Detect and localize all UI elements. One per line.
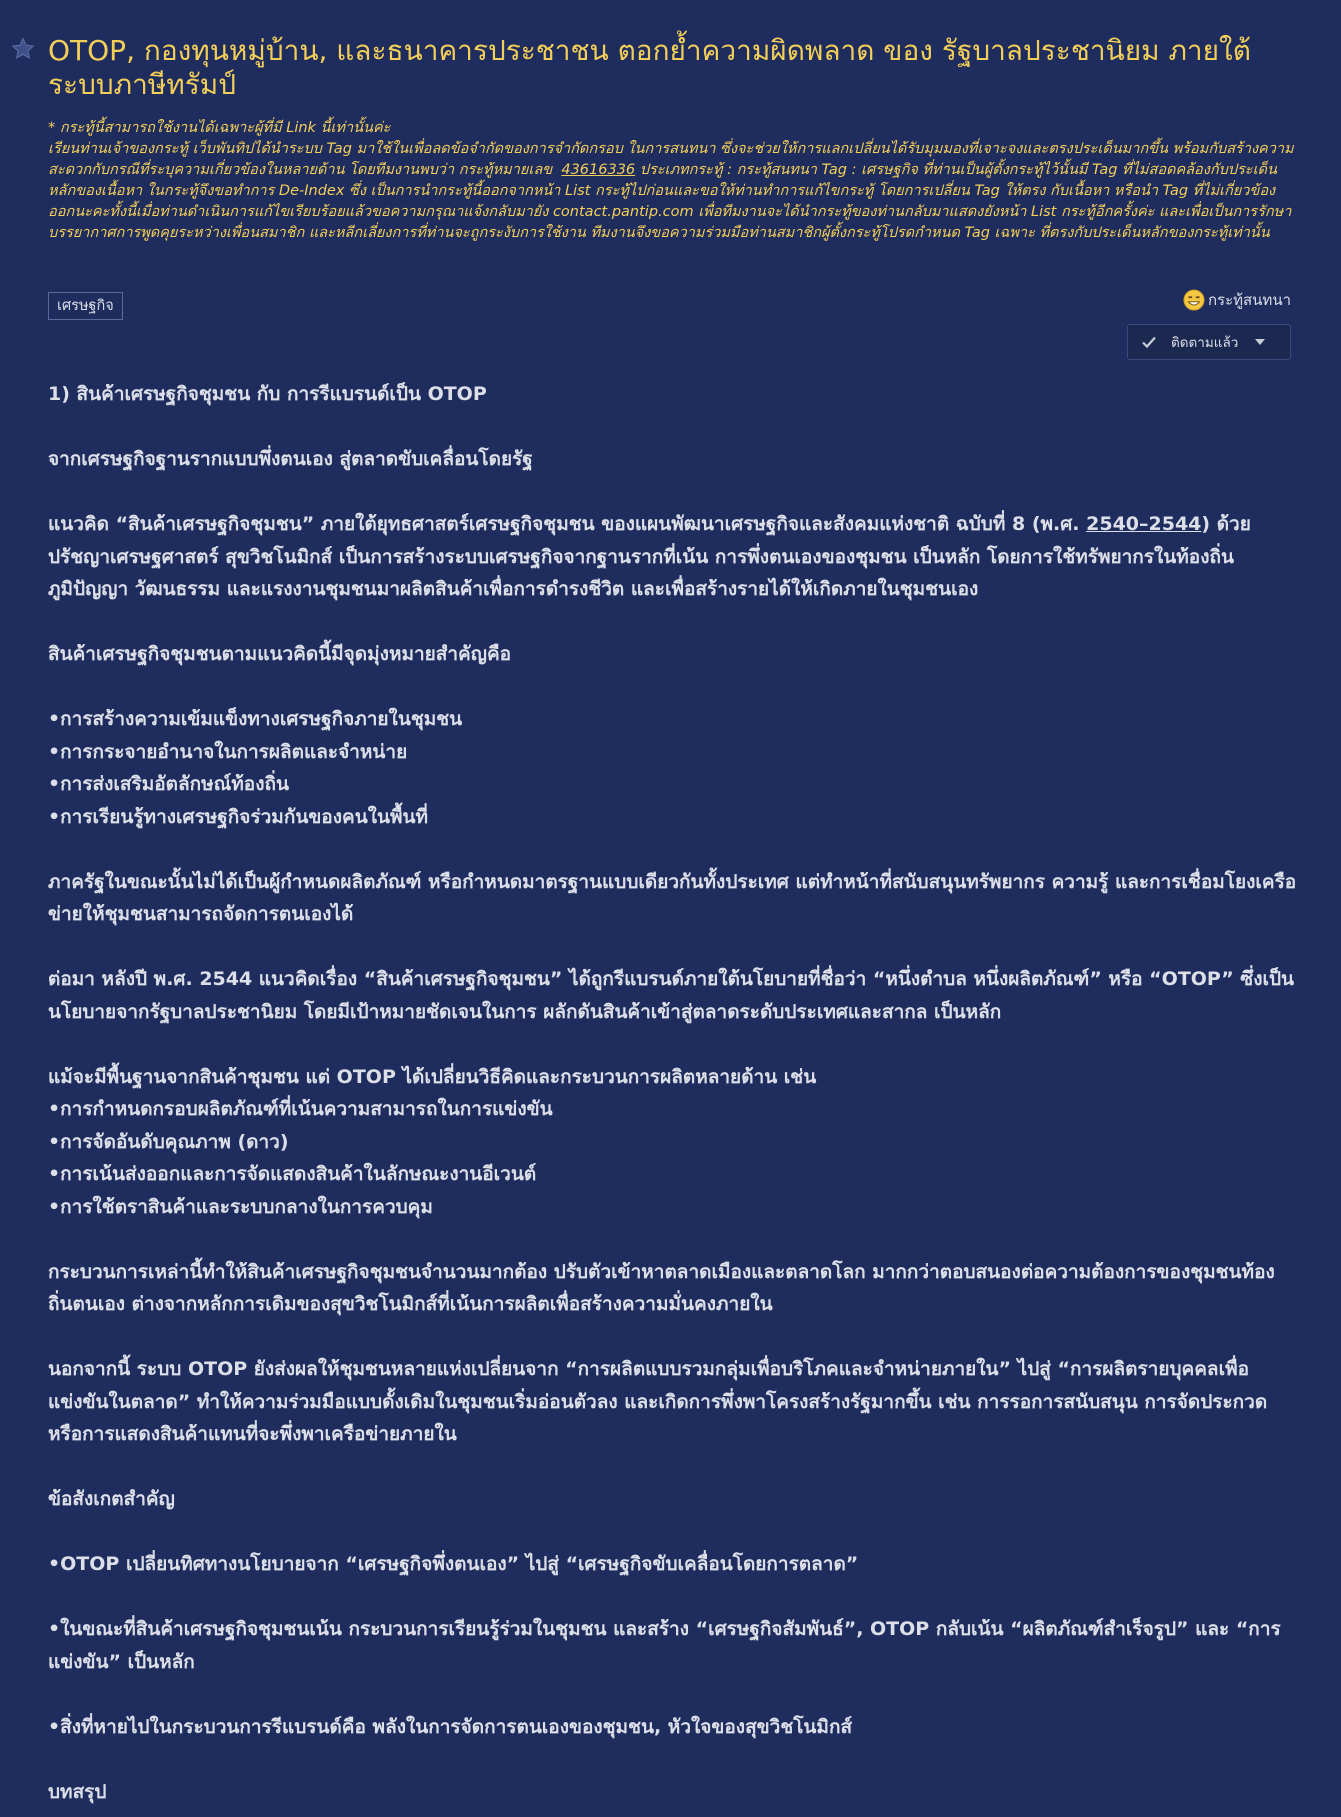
- list-item: •การจัดอันดับคุณภาพ (ดาว): [48, 1130, 289, 1153]
- check-icon: [1141, 334, 1157, 350]
- topic-title: OTOP, กองทุนหมู่บ้าน, และธนาคารประชาชน ตอกย้ำความผิดพลาด ของ รัฐบาลประชานิยม ภายใต้ระบบภาษีทรัมป์: [48, 34, 1251, 101]
- list-item: •การกำหนดกรอบผลิตภัณฑ์ที่เน้นความสามารถในการแข่งขัน: [48, 1098, 553, 1120]
- list-item: •OTOP เปลี่ยนทิศทางนโยบายจาก “เศรษฐกิจพึ่งตนเอง” ไปสู่ “เศรษฐกิจขับเคลื่อนโดยการตลาด”: [48, 1553, 859, 1575]
- list-item: •การเน้นส่งออกและการจัดแสดงสินค้าในลักษณะงานอีเวนต์: [48, 1163, 537, 1185]
- follow-label: ติดตามแล้ว: [1171, 335, 1239, 351]
- topic-type-label: กระทู้สนทนา: [1207, 291, 1291, 309]
- notice-link-only: * กระทู้นี้สามารถใช้งานได้เฉพาะผู้ที่มี Link นี้เท่านั้นค่ะ: [48, 120, 391, 136]
- list-item: •ในขณะที่สินค้าเศรษฐกิจชุมชนเน้น กระบวนการเรียนรู้ร่วมในชุมชน และสร้าง “เศรษฐกิจสัมพันธ์”, OTOP กลับเน้น “ผลิตภัณฑ์สำเร็จรูป” และ “การแข่งขัน” เป็นหลัก: [48, 1618, 1281, 1673]
- paragraph: จากเศรษฐกิจฐานรากแบบพึ่งตนเอง สู่ตลาดขับเคลื่อนโดยรัฐ: [48, 448, 533, 470]
- paragraph: ต่อมา หลังปี พ.ศ. 2544 แนวคิดเรื่อง “สินค้าเศรษฐกิจชุมชน” ได้ถูกรีแบรนด์ภายใต้นโยบายที่ชื่อว่า “หนึ่งตำบล หนึ่งผลิตภัณฑ์” หรือ “OTOP” ซึ่งเป็นนโยบายจากรัฐบาลประชานิยม โดยมีเป้าหมายชัดเจนในการ ผลักดันสินค้าเข้าสู่ตลาดระดับประเทศและสากล เป็นหลัก: [48, 968, 1295, 1023]
- moderator-notice: [48, 118, 1298, 244]
- list-item: •การใช้ตราสินค้าและระบบกลางในการควบคุม: [48, 1195, 433, 1218]
- list-item: •สิ่งที่หายไปในกระบวนการรีแบรนด์คือ พลังในการจัดการตนเองของชุมชน, หัวใจของสุขวิชโนมิกส์: [48, 1715, 853, 1738]
- paragraph: กระบวนการเหล่านี้ทำให้สินค้าเศรษฐกิจชุมชนจำนวนมากต้อง ปรับตัวเข้าหาตลาดเมืองและตลาดโลก มากกว่าตอบสนองต่อความต้องการของชุมชนท้องถิ่นตนเอง ต่างจากหลักการเดิมของสุขวิชโนมิกส์ที่เน้นการผลิตเพื่อสร้างความมั่นคงภายใน: [48, 1260, 1275, 1315]
- paragraph: นอกจากนี้ ระบบ OTOP ยังส่งผลให้ชุมชนหลายแห่งเปลี่ยนจาก “การผลิตแบบรวมกลุ่มเพื่อบริโภคและจำหน่ายภายใน” ไปสู่ “การผลิตรายบุคคลเพื่อแข่งขันในตลาด” ทำให้ความร่วมมือแบบดั้งเดิมในชุมชนเริ่มอ่อนตัวลง และเกิดการพึ่งพาโครงสร้างรัฐมากขึ้น เช่น การรอการสนับสนุน การจัดประกวด หรือการแสดงสินค้าแทนที่จะพึ่งพาเครือข่ายภายใน: [48, 1358, 1268, 1445]
- topic-body: [48, 378, 1298, 1808]
- section-heading: 1) สินค้าเศรษฐกิจชุมชน กับ การรีแบรนด์เป็น OTOP: [48, 383, 487, 405]
- section-heading: บทสรุป: [48, 1780, 107, 1803]
- paragraph: แม้จะมีพื้นฐานจากสินค้าชุมชน แต่ OTOP ได้เปลี่ยนวิธีคิดและกระบวนการผลิตหลายด้าน เช่น: [48, 1065, 817, 1088]
- chevron-down-icon[interactable]: [1254, 336, 1266, 348]
- paragraph: [48, 508, 1298, 606]
- notice-deindex-message: [48, 139, 1298, 244]
- section-heading: ข้อสังเกตสำคัญ: [48, 1488, 175, 1510]
- notice-text-a: เรียนท่านเจ้าของกระทู้ เว็บพันทิปได้นำระบบ Tag มาใช้ในเพื่อลดข้อจำกัดของการจำกัดกรอบ ในการสนทนา ซึ่งจะช่วยให้การแลกเปลี่ยนได้รับมุมมองที่เจาะจงและตรงประเด็นมากขึ้น พร้อมกับสร้างความสะดวกกับกรณีที่ระบุความเกี่ยวข้องในหลายด้าน โดยทีมงานพบว่า กระทู้หมายเลข: [48, 141, 1294, 178]
- topic-id-link[interactable]: 43616336: [561, 162, 636, 178]
- paragraph-text: แนวคิด “สินค้าเศรษฐกิจชุมชน” ภายใต้ยุทธศาสตร์เศรษฐกิจชุมชน ของแผนพัฒนาเศรษฐกิจและสังคมแห่งชาติ ฉบับที่ 8 (พ.ศ.: [48, 513, 1087, 535]
- paragraph-text: ) ด้วยปรัชญาเศรษฐศาสตร์ สุขวิชโนมิกส์ เป็นการสร้างระบบเศรษฐกิจจากฐานรากที่เน้น การพึ่งตนเองของชุมชน เป็นหลัก โดยการใช้ทรัพยากรในท้องถิ่น ภูมิปัญญา วัฒนธรรม และแรงงานชุมชนมาผลิตสินค้าเพื่อการดำรงชีวิต และเพื่อสร้างรายได้ให้เกิดภายในชุมชนเอง: [48, 513, 1251, 600]
- tag-chip-economy[interactable]: เศรษฐกิจ: [48, 292, 123, 320]
- list-item: •การกระจายอำนาจในการผลิตและจำหน่าย: [48, 740, 408, 763]
- paragraph: ภาครัฐในขณะนั้นไม่ได้เป็นผู้กำหนดผลิตภัณฑ์ หรือกำหนดมาตรฐานแบบเดียวกันทั้งประเทศ แต่ทำหน้าที่สนับสนุนทรัพยากร ความรู้ และการเชื่อมโยงเครือข่ายให้ชุมชนสามารถจัดการตนเองได้: [48, 870, 1297, 925]
- follow-button[interactable]: [1127, 324, 1291, 360]
- list-item: •การเรียนรู้ทางเศรษฐกิจร่วมกันของคนในพื้นที่: [48, 805, 428, 828]
- topic-type-badge: [1183, 288, 1291, 312]
- list-item: •การสร้างความเข้มแข็งทางเศรษฐกิจภายในชุมชน: [48, 708, 463, 730]
- year-range-link[interactable]: 2540–2544: [1086, 513, 1202, 535]
- favorite-star-icon[interactable]: [10, 36, 36, 62]
- notice-text-b: ประเภทกระทู้ : กระทู้สนทนา Tag : เศรษฐกิจ ที่ท่านเป็นผู้ตั้งกระทู้ไว้นั้นมี Tag ที่ไม่สอดคล้องกับประเด็นหลักของเนื้อหา ในกระทู้จึงขอทำการ De-Index ซึ่ง เป็นการนำกระทู้นี้ออกจากหน้า List กระทู้ไปก่อนและขอให้ท่านทำการแก้ไขกระทู้ โดยการเปลี่ยน Tag ให้ตรง กับเนื้อหา หรือนำ Tag ที่ไม่เกี่ยวข้องออกนะคะทั้งนี้เมื่อท่านดำเนินการแก้ไขเรียบร้อยแล้วขอความกรุณาแจ้งกลับมายัง contact.pantip.com เพื่อทีมงานจะได้นำกระทู้ของท่านกลับมาแสดงยังหน้า List กระทู้อีกครั้งค่ะ และเพื่อเป็นการรักษาบรรยากาศการพูดคุยระหว่างเพื่อนสมาชิก และหลีกเลี่ยงการที่ท่านจะถูกระงับการใช้งาน ทีมงานจึงขอความร่วมมือท่านสมาชิกผู้ตั้งกระทู้โปรดกำหนด Tag เฉพาะ ที่ตรงกับประเด็นหลักของกระทู้เท่านั้น: [48, 162, 1292, 241]
- paragraph: สินค้าเศรษฐกิจชุมชนตามแนวคิดนี้มีจุดมุ่งหมายสำคัญคือ: [48, 643, 512, 665]
- discussion-emoji-icon: [1183, 289, 1205, 311]
- list-item: •การส่งเสริมอัตลักษณ์ท้องถิ่น: [48, 773, 289, 795]
